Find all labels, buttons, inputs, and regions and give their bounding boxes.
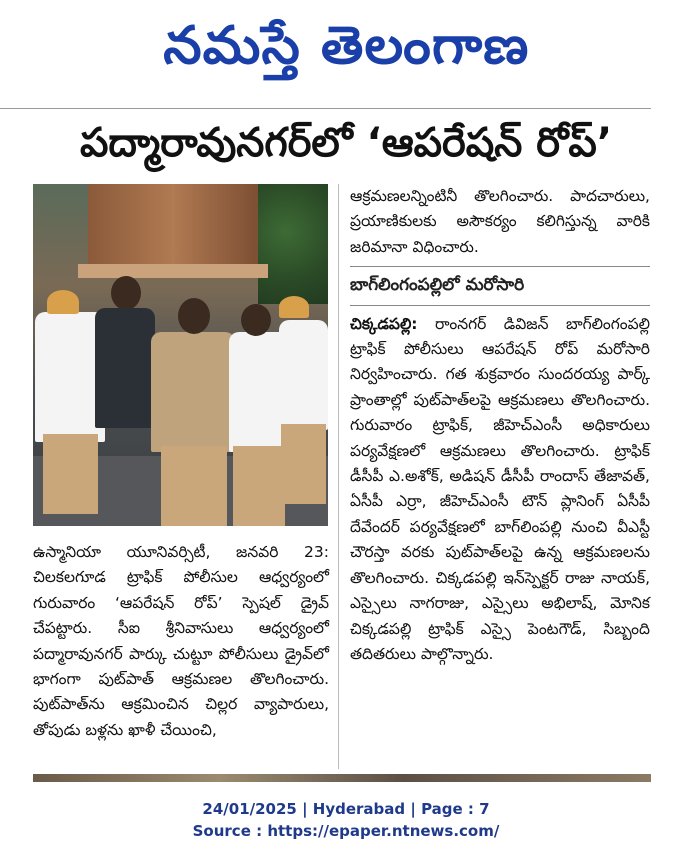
masthead-divider: [0, 108, 651, 109]
next-article-photo-strip: [33, 774, 651, 782]
source-link[interactable]: Source : https://epaper.ntnews.com/: [192, 822, 500, 840]
article-column-left: [33, 540, 329, 743]
column-divider: [338, 184, 339, 769]
dateline: చిక్కడపల్లి:: [350, 314, 418, 333]
article-body-right-text: రాంనగర్ డివిజన్ బాగ్‌లింగంపల్లి ట్రాఫిక్ పోలీసులు ఆపరేషన్ రోప్ మరోసారి నిర్వహించారు. గత శుక్రవారం సుందరయ్య పార్క్ ప్రాంతాల్లో పుట్‌పాత్‌లపై ఆక్రమణలు తొలగించారు. గురువారం ట్రాఫిక్, జీహెచ్‌ఎంసీ అధికారులు పర్యవేక్షణలో ఆక్రమణలు తొలగించారు. ట్రాఫిక్ డీసీపీ ఎ.అశోక్, అడిషన్ డీసీపీ రాందాస్ తేజావత్, ఏసీపీ ఎర్రా, జీహెచ్‌ఎంసీ టౌన్ ప్లానింగ్ ఏసీపీ దేవేందర్ పర్యవేక్షణలో బాగ్‌లింపల్లి నుంచి వీఎస్టీ చౌరస్తా వరకు పుట్‌పాత్‌లపై ఉన్న ఆక్రమణలను తొలగించారు. చిక్కడపల్లి ఇన్‌స్పెక్టర్ రాజు నాయక్, ఎస్సైలు నాగరాజు, ఎస్సైలు అభిలాష్, మోనిక చిక్కడపల్లి ట్రాఫిక్ ఎస్సై పెంటగౌడ్, సిబ్బంది తదితరులు పాల్గొన్నారు.: [350, 314, 650, 663]
masthead: [0, 0, 692, 105]
edition-info: 24/01/2025 | Hyderabad | Page : 7: [202, 800, 490, 818]
article-body-left: ఉస్మానియా యూనివర్సిటీ, జనవరి 23: చిలకలగూడ ట్రాఫిక్ పోలీసుల ఆధ్వర్యంలో గురువారం ‘ఆపరేషన్ రోప్’ స్పెషల్ డ్రైవ్ చేపట్టారు. సీఐ శ్రీనివాసులు ఆధ్వర్యంలో పద్మారావునగర్ పార్కు చుట్టూ పోలీసులు డ్రైవ్‌లో భాగంగా పుట్‌పాత్ ఆక్రమణల తొలగించారు. పుట్‌పాత్‌ను ఆక్రమించిన చిల్లర వ్యాపారులు, తోపుడు బళ్లను ఖాళీ చేయించి,: [33, 543, 329, 739]
article-column-right: [350, 184, 650, 667]
article-body-right-bottom: [350, 312, 650, 668]
article-subhead: బాగ్‌లింగంపల్లిలో మరోసారి: [350, 266, 650, 305]
article-headline: పద్మారావునగర్‌లో ‘ఆపరేషన్ రోప్’: [79, 120, 613, 166]
article-body-right-top: ఆక్రమణలన్నింటినీ తొలగించారు. పాదచారులు, ప్రయాణికులకు అసౌకర్యం కలిగిస్తున్న వారికి జరిమానా విధించారు.: [350, 187, 650, 256]
article-photo: [33, 184, 328, 526]
newspaper-logo: నమస్తే తెలంగాణ: [162, 16, 530, 76]
